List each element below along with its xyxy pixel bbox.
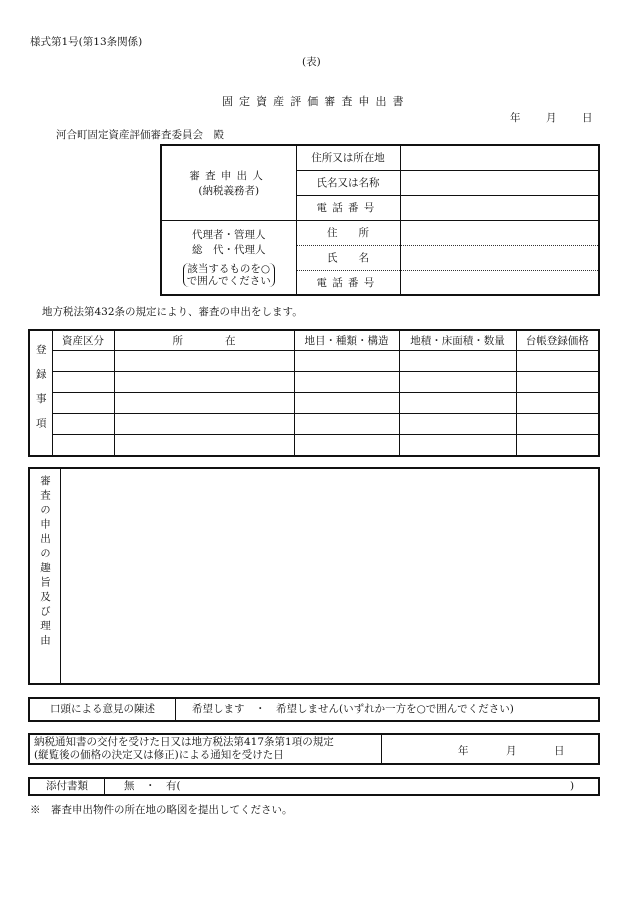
statute-sentence: 地方税法第432条の規定により、審査の申出をします。	[42, 306, 303, 318]
phone-label: 電話番号	[296, 195, 400, 220]
name-label: 氏名又は名称	[296, 170, 400, 195]
agent-name-label: 氏 名	[296, 245, 400, 270]
footnote: ※ 審査申出物件の所在地の略図を提出してください。	[30, 804, 293, 816]
cell-land-type[interactable]	[294, 414, 399, 435]
cell-registered-value[interactable]	[516, 392, 599, 413]
cell-land-type[interactable]	[294, 392, 399, 413]
attachment-label: 添付書類	[30, 779, 105, 794]
cell-land-type[interactable]	[294, 350, 399, 371]
table-row	[29, 414, 599, 435]
header-registered-value: 台帳登録価格	[516, 330, 599, 350]
cell-registered-value[interactable]	[516, 350, 599, 371]
cell-location[interactable]	[114, 371, 294, 392]
header-asset-class: 資産区分	[52, 330, 114, 350]
page-title: 固定資産評価審査申出書	[222, 95, 410, 108]
header-area: 地積・床面積・数量	[399, 330, 516, 350]
attachment-box	[28, 777, 600, 796]
cell-area[interactable]	[399, 392, 516, 413]
cell-location[interactable]	[114, 414, 294, 435]
header-location: 所 在	[114, 330, 294, 350]
cell-registered-value[interactable]	[516, 435, 599, 456]
agent-label-1: 代理者・管理人	[192, 229, 266, 242]
table-row	[29, 392, 599, 413]
agent-note	[183, 263, 275, 287]
applicant-table	[160, 144, 600, 296]
attachment-options[interactable]: 無 ・ 有(	[124, 780, 181, 792]
cell-location[interactable]	[114, 350, 294, 371]
reason-side-label: 審査の申出の趣旨及び理由	[39, 475, 51, 649]
header-land-type: 地目・種類・構造	[294, 330, 399, 350]
cell-area[interactable]	[399, 371, 516, 392]
attachment-close: )	[570, 780, 575, 792]
agent-label-2: 総 代・代理人	[192, 244, 266, 257]
cell-land-type[interactable]	[294, 371, 399, 392]
cell-asset-class[interactable]	[52, 392, 114, 413]
cell-registered-value[interactable]	[516, 414, 599, 435]
applicant-sub: (納税義務者)	[198, 184, 260, 197]
date-day: 日	[582, 112, 593, 124]
cell-area[interactable]	[399, 435, 516, 456]
cell-land-type[interactable]	[294, 435, 399, 456]
notice-month: 月	[506, 745, 517, 757]
cell-registered-value[interactable]	[516, 371, 599, 392]
agent-note-1: 該当するものを○	[187, 263, 271, 276]
notice-label-2: (縦覧後の価格の決定又は修正)による通知を受けた日	[34, 749, 284, 761]
oral-options[interactable]: 希望します ・ 希望しません(いずれか一方を○で囲んでください)	[192, 703, 514, 715]
notice-label-1: 納税通知書の交付を受けた日又は地方税法第417条第1項の規定	[34, 736, 334, 748]
cell-asset-class[interactable]	[52, 350, 114, 371]
date-year: 年	[510, 112, 521, 124]
cell-asset-class[interactable]	[52, 435, 114, 456]
cell-asset-class[interactable]	[52, 371, 114, 392]
name-field[interactable]	[400, 170, 599, 195]
table-row	[29, 350, 599, 371]
agent-label-cell	[161, 220, 296, 295]
notice-label-cell	[30, 735, 382, 763]
cell-area[interactable]	[399, 414, 516, 435]
reason-box	[28, 467, 600, 685]
reason-side-cell	[30, 469, 61, 683]
phone-field[interactable]	[400, 195, 599, 220]
cell-asset-class[interactable]	[52, 414, 114, 435]
oral-box	[28, 697, 600, 722]
cell-area[interactable]	[399, 350, 516, 371]
agent-address-label: 住 所	[296, 220, 400, 245]
registration-side-cell	[29, 330, 52, 456]
registration-table	[28, 329, 600, 457]
notice-year: 年	[458, 745, 469, 757]
applicant-label-cell	[161, 145, 296, 220]
agent-phone-label: 電話番号	[296, 270, 400, 295]
registration-side-label: 登録事項	[34, 344, 47, 442]
table-row	[29, 371, 599, 392]
address-field[interactable]	[400, 145, 599, 170]
cell-location[interactable]	[114, 435, 294, 456]
applicant-label: 審査申出人	[189, 169, 269, 182]
agent-address-field[interactable]	[400, 220, 599, 245]
reason-field[interactable]	[61, 469, 598, 683]
side-label: (表)	[302, 56, 321, 68]
agent-phone-field[interactable]	[400, 270, 599, 295]
address-label: 住所又は所在地	[296, 145, 400, 170]
agent-note-2: で囲んでください	[186, 275, 271, 288]
agent-name-field[interactable]	[400, 245, 599, 270]
notice-box	[28, 733, 600, 765]
addressee: 河合町固定資産評価審査委員会 殿	[56, 129, 224, 141]
notice-day: 日	[554, 745, 565, 757]
oral-label: 口頭による意見の陳述	[30, 699, 176, 720]
date-month: 月	[546, 112, 557, 124]
cell-location[interactable]	[114, 392, 294, 413]
table-row	[29, 435, 599, 456]
form-number: 様式第1号(第13条関係)	[30, 36, 143, 48]
